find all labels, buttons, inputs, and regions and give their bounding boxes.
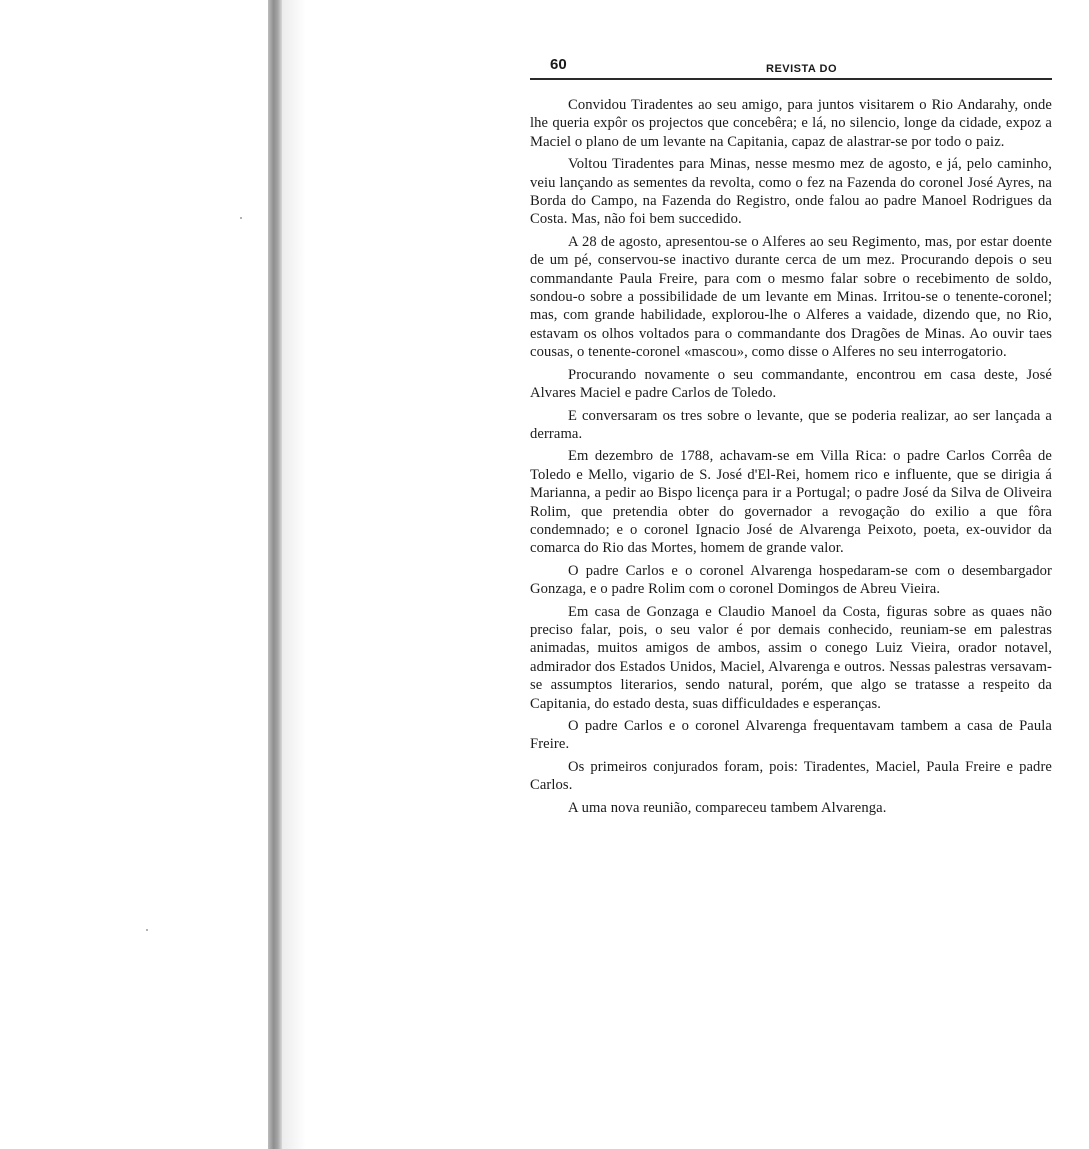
scan-speck: [240, 217, 242, 219]
scan-speck: [146, 929, 148, 931]
page-number: 60: [550, 56, 567, 73]
body-text: [530, 96, 1052, 817]
binding-gutter-shadow: [268, 0, 282, 1149]
journal-title: REVISTA DO: [766, 63, 838, 75]
paragraph: Voltou Tiradentes para Minas, nesse mesmo mez de agosto, e já, pelo caminho, veiu lançando as sementes da revolta, como o fez na Fazenda do coronel José Ayres, na Borda do Campo, na Fazenda do Registro, onde falou ao padre Manoel Rodrigues da Costa. Mas, não foi bem succedido.: [530, 156, 1052, 228]
binding-gutter-fade: [282, 0, 306, 1149]
paragraph: O padre Carlos e o coronel Alvarenga frequentavam tambem a casa de Paula Freire.: [530, 718, 1052, 753]
paragraph: A 28 de agosto, apresentou-se o Alferes ao seu Regimento, mas, por estar doente de um pé, conservou-se inactivo durante cerca de um mez. Procurando depois o seu commandante Paula Freire, para com o mesmo falar sobre o recebimento de soldo, sondou-o sobre a possibilidade de um levante em Minas. Irritou-se o tenente-coronel; mas, com grande habilidade, explorou-lhe o Alferes a vaidade, dizendo que, no Rio, estavam os olhos voltados para o commandante dos Dragões de Minas. Ao ouvir taes cousas, o tenente-coronel «mascou», como disse o Alferes no seu interrogatorio.: [530, 233, 1052, 361]
paragraph: O padre Carlos e o coronel Alvarenga hospedaram-se com o desembargador Gonzaga, e o padre Rolim com o coronel Domingos de Abreu Vieira.: [530, 562, 1052, 598]
paragraph: Procurando novamente o seu commandante, encontrou em casa deste, José Alvares Maciel e padre Carlos de Toledo.: [530, 366, 1052, 402]
paragraph: E conversaram os tres sobre o levante, que se poderia realizar, ao ser lançada a derrama.: [530, 407, 1052, 442]
paragraph: A uma nova reunião, compareceu tambem Alvarenga.: [568, 799, 887, 816]
paragraph: Convidou Tiradentes ao seu amigo, para juntos visitarem o Rio Andarahy, onde lhe queria expôr os projectos que concebêra; e lá, no silencio, longe da cidade, expoz a Maciel o plano de um levante na Capitania, capaz de alastrar-se por todo o paiz.: [530, 97, 1052, 150]
paragraph: Em casa de Gonzaga e Claudio Manoel da Costa, figuras sobre as quaes não preciso falar, pois, o seu valor é por demais conhecido, reuniam-se em palestras animadas, muitos amigos de ambos, assim o conego Luiz Vieira, orador notavel, admirador dos Estados Unidos, Maciel, Alvarenga e outros. Nessas palestras versavam-se assumptos literarios, sendo natural, porém, que algo se tratasse a respeito da Capitania, do estado desta, suas difficuldades e esperanças.: [530, 603, 1052, 712]
paragraph: Em dezembro de 1788, achavam-se em Villa Rica: o padre Carlos Corrêa de Toledo e Mello, vigario de S. José d'El-Rei, homem rico e influente, que se dirigia á Marianna, a pedir ao Bispo licença para ir a Portugal; o padre José da Silva de Oliveira Rolim, que pretendia obter do governador a revogação do exilio a que fôra condemnado; e o coronel Ignacio José de Alvarenga Peixoto, poeta, ex-ouvidor da comarca do Rio das Mortes, homem de grande valor.: [530, 448, 1052, 557]
paragraph: Os primeiros conjurados foram, pois: Tiradentes, Maciel, Paula Freire e padre Carlos.: [530, 758, 1052, 794]
running-head: [530, 50, 1052, 80]
book-page: [530, 50, 1052, 821]
